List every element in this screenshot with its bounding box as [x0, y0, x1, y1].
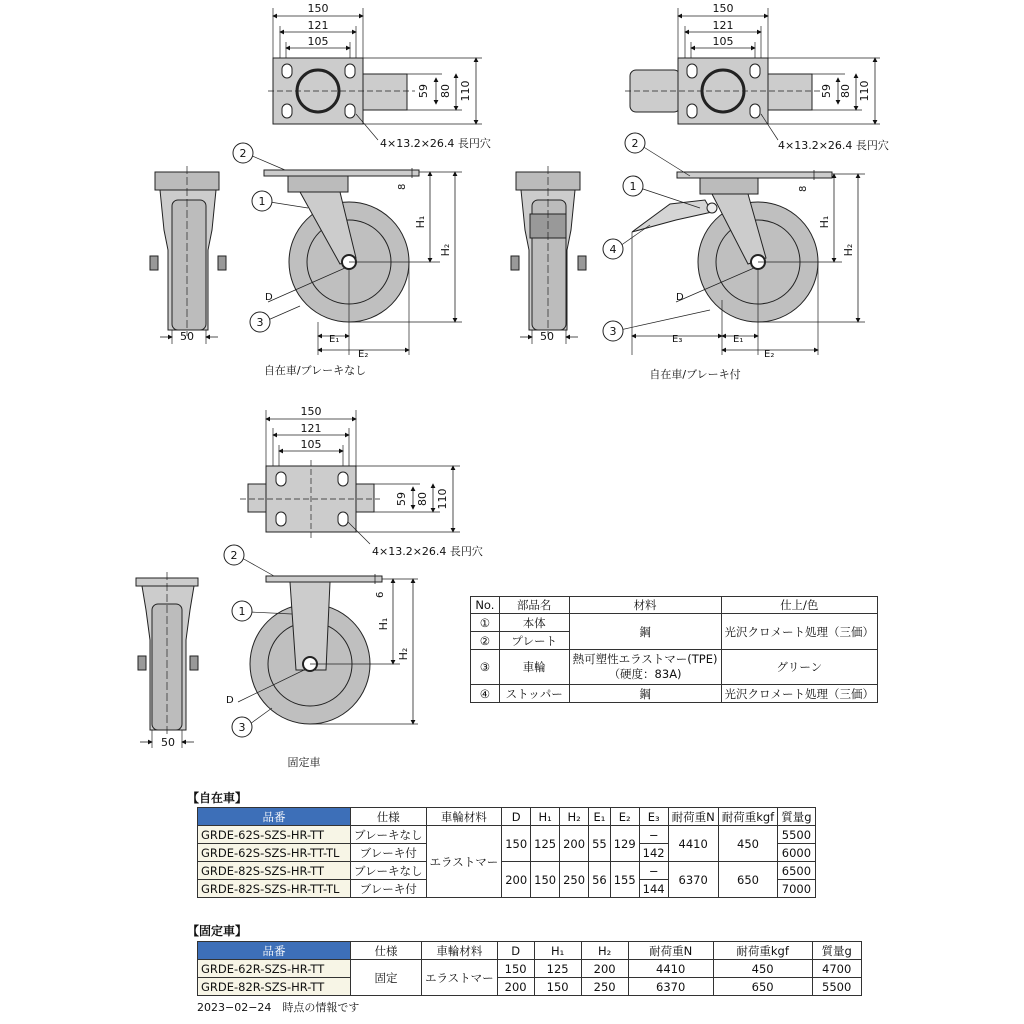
- caption-brake: 自在車/ブレーキ付: [649, 368, 741, 381]
- side-view-caster-brake: [629, 172, 832, 322]
- top-view-plate-brake: [625, 58, 820, 124]
- col-header-h2: H₂: [581, 942, 628, 960]
- part-name: プレート: [499, 632, 569, 650]
- part-finish: 光沢クロメート処理（三価）: [721, 685, 878, 703]
- part-name: 本体: [499, 614, 569, 632]
- parts-header-finish: 仕上/色: [721, 597, 878, 614]
- part-material: 鋼: [569, 614, 721, 650]
- spec-cell: 固定: [351, 960, 422, 996]
- dim-59-c: 59: [395, 492, 408, 506]
- top-view-plate-fixed: [240, 460, 380, 540]
- dim-110-c: 110: [436, 488, 449, 510]
- col-header-mass: 質量g: [812, 942, 861, 960]
- mass-cell: 6000: [778, 844, 815, 862]
- spec-cell: ブレーキ付: [351, 844, 427, 862]
- load-kgf-cell: 450: [713, 960, 812, 978]
- hole-note-c: 4×13.2×26.4 長円穴: [372, 545, 483, 558]
- e2-cell: 155: [610, 862, 639, 898]
- side-view-caster: [264, 170, 419, 322]
- label-h2-c: H₂: [397, 647, 410, 661]
- dim-50: 50: [180, 330, 194, 343]
- h2-cell: 250: [581, 978, 628, 996]
- col-header-load-kgf: 耐荷重kgf: [718, 808, 778, 826]
- spec-cell: ブレーキ付: [351, 880, 427, 898]
- part-number: GRDE-62S-SZS-HR-TT: [198, 826, 351, 844]
- part-number: GRDE-62S-SZS-HR-TT-TL: [198, 844, 351, 862]
- dim-50-b: 50: [540, 330, 554, 343]
- e3-cell: 142: [639, 844, 668, 862]
- dim-105-c: 105: [300, 438, 322, 451]
- dim-8: 8: [397, 183, 408, 190]
- col-header-load-n: 耐荷重N: [668, 808, 718, 826]
- load-n-cell: 4410: [628, 960, 713, 978]
- col-header-material: 車輪材料: [422, 942, 498, 960]
- section-title-swivel: 【自在車】: [187, 791, 248, 805]
- col-header-h1: H₁: [534, 942, 581, 960]
- label-d: D: [265, 292, 273, 303]
- table-row: [471, 650, 878, 685]
- label-h1: H₁: [414, 215, 427, 229]
- e3-cell: −: [639, 862, 668, 880]
- col-header-h1: H₁: [531, 808, 560, 826]
- col-header-d: D: [497, 942, 534, 960]
- parts-header-no: No.: [471, 597, 500, 614]
- table-row: [198, 826, 816, 844]
- label-d-b: D: [676, 292, 684, 303]
- load-n-cell: 4410: [668, 826, 718, 862]
- part-no: ②: [471, 632, 500, 650]
- callout-4: 4: [609, 243, 617, 256]
- col-header-spec: 仕様: [351, 942, 422, 960]
- callout-1-c: 1: [238, 605, 246, 618]
- callout-3: 3: [256, 316, 264, 329]
- dim-80-c: 80: [416, 492, 429, 506]
- table-row: [471, 685, 878, 703]
- parts-header-name: 部品名: [499, 597, 569, 614]
- swivel-spec-table: [197, 807, 816, 898]
- part-number: GRDE-62R-SZS-HR-TT: [198, 960, 351, 978]
- callout-1: 1: [258, 195, 266, 208]
- callout-2-b: 2: [631, 137, 639, 150]
- part-material-line2: （硬度：83A): [608, 667, 682, 681]
- part-material: 鋼: [569, 685, 721, 703]
- part-number: GRDE-82S-SZS-HR-TT: [198, 862, 351, 880]
- top-view-plate: [268, 58, 415, 124]
- load-kgf-cell: 650: [718, 862, 778, 898]
- load-kgf-cell: 450: [718, 826, 778, 862]
- d-cell: 200: [497, 978, 534, 996]
- material-cell: エラストマー: [426, 826, 502, 898]
- table-row: [198, 978, 862, 996]
- col-header-mass: 質量g: [778, 808, 815, 826]
- callout-3-c: 3: [238, 721, 246, 734]
- part-number: GRDE-82R-SZS-HR-TT: [198, 978, 351, 996]
- label-h2-b: H₂: [842, 243, 855, 257]
- label-e2: E₂: [358, 349, 369, 360]
- mass-cell: 6500: [778, 862, 815, 880]
- caption-swivel: 自在車/ブレーキなし: [263, 364, 367, 377]
- label-e1: E₁: [329, 334, 340, 345]
- d-cell: 200: [502, 862, 531, 898]
- part-name: ストッパー: [499, 685, 569, 703]
- front-view-caster: [150, 166, 226, 336]
- h2-cell: 200: [560, 826, 589, 862]
- callout-2-c: 2: [230, 549, 238, 562]
- col-header-e3: E₃: [639, 808, 668, 826]
- caption-fixed: 固定車: [287, 756, 321, 769]
- mass-cell: 5500: [812, 978, 861, 996]
- dim-80: 80: [439, 84, 452, 98]
- front-view-caster-brake: [511, 166, 586, 336]
- label-e1-b: E₁: [733, 334, 744, 345]
- col-header-load-n: 耐荷重N: [628, 942, 713, 960]
- d-cell: 150: [497, 960, 534, 978]
- spec-cell: ブレーキなし: [351, 862, 427, 880]
- footer-note: 2023−02−24 時点の情報です: [197, 1001, 360, 1014]
- dim-50-c: 50: [161, 736, 175, 749]
- fixed-spec-table: [197, 941, 862, 996]
- e1-cell: 56: [589, 862, 611, 898]
- hole-note-b: 4×13.2×26.4 長円穴: [778, 139, 889, 152]
- dim-121: 121: [307, 19, 329, 32]
- dim-8-b: 8: [798, 185, 809, 192]
- parts-header-material: 材料: [569, 597, 721, 614]
- e1-cell: 55: [589, 826, 611, 862]
- dim-150-c: 150: [300, 405, 322, 418]
- label-e3: E₃: [672, 334, 683, 345]
- part-no: ③: [471, 650, 500, 685]
- dim-121-b: 121: [712, 19, 734, 32]
- dim-105-b: 105: [712, 35, 734, 48]
- dim-121-c: 121: [300, 422, 322, 435]
- d-cell: 150: [502, 826, 531, 862]
- callout-2: 2: [239, 147, 247, 160]
- parts-table: [470, 596, 878, 703]
- col-header-pn: 品番: [198, 942, 351, 960]
- part-finish: グリーン: [721, 650, 878, 685]
- side-view-caster-fixed: [250, 576, 382, 724]
- drawing-fixed: [136, 405, 483, 769]
- h2-cell: 200: [581, 960, 628, 978]
- col-header-e2: E₂: [610, 808, 639, 826]
- section-title-fixed: 【固定車】: [187, 924, 248, 938]
- part-material: [569, 650, 721, 685]
- dim-110-b: 110: [858, 80, 871, 102]
- col-header-e1: E₁: [589, 808, 611, 826]
- col-header-d: D: [502, 808, 531, 826]
- drawing-swivel-no-brake: [150, 2, 491, 377]
- h1-cell: 125: [534, 960, 581, 978]
- dim-150-b: 150: [712, 2, 734, 15]
- e3-cell: 144: [639, 880, 668, 898]
- label-h1-c: H₁: [377, 617, 390, 631]
- part-name: 車輪: [499, 650, 569, 685]
- e2-cell: 129: [610, 826, 639, 862]
- dim-59: 59: [417, 84, 430, 98]
- label-h2: H₂: [439, 243, 452, 257]
- part-number: GRDE-82S-SZS-HR-TT-TL: [198, 880, 351, 898]
- load-kgf-cell: 650: [713, 978, 812, 996]
- callout-1-b: 1: [629, 180, 637, 193]
- front-view-caster-fixed: [136, 572, 198, 736]
- load-n-cell: 6370: [668, 862, 718, 898]
- material-cell: エラストマー: [422, 960, 498, 996]
- label-e2-b: E₂: [764, 349, 775, 360]
- part-no: ④: [471, 685, 500, 703]
- table-row: [198, 862, 816, 880]
- mass-cell: 4700: [812, 960, 861, 978]
- e3-cell: −: [639, 826, 668, 844]
- mass-cell: 7000: [778, 880, 815, 898]
- part-material-line1: 熱可塑性エラストマー(TPE): [572, 652, 718, 666]
- col-header-spec: 仕様: [351, 808, 427, 826]
- mass-cell: 5500: [778, 826, 815, 844]
- label-d-c: D: [226, 695, 234, 706]
- col-header-material: 車輪材料: [426, 808, 502, 826]
- h2-cell: 250: [560, 862, 589, 898]
- dim-105: 105: [307, 35, 329, 48]
- table-row: [198, 960, 862, 978]
- table-row: [471, 614, 878, 632]
- dim-80-b: 80: [839, 84, 852, 98]
- h1-cell: 125: [531, 826, 560, 862]
- load-n-cell: 6370: [628, 978, 713, 996]
- part-no: ①: [471, 614, 500, 632]
- h1-cell: 150: [531, 862, 560, 898]
- dim-6: 6: [375, 591, 386, 598]
- dim-150: 150: [307, 2, 329, 15]
- spec-cell: ブレーキなし: [351, 826, 427, 844]
- part-finish: 光沢クロメート処理（三価）: [721, 614, 878, 650]
- dim-59-b: 59: [820, 84, 833, 98]
- hole-note: 4×13.2×26.4 長円穴: [380, 137, 491, 150]
- callout-3-b: 3: [609, 325, 617, 338]
- label-h1-b: H₁: [818, 215, 831, 229]
- drawing-swivel-brake: [511, 2, 889, 381]
- col-header-load-kgf: 耐荷重kgf: [713, 942, 812, 960]
- col-header-h2: H₂: [560, 808, 589, 826]
- h1-cell: 150: [534, 978, 581, 996]
- dim-110: 110: [459, 80, 472, 102]
- col-header-pn: 品番: [198, 808, 351, 826]
